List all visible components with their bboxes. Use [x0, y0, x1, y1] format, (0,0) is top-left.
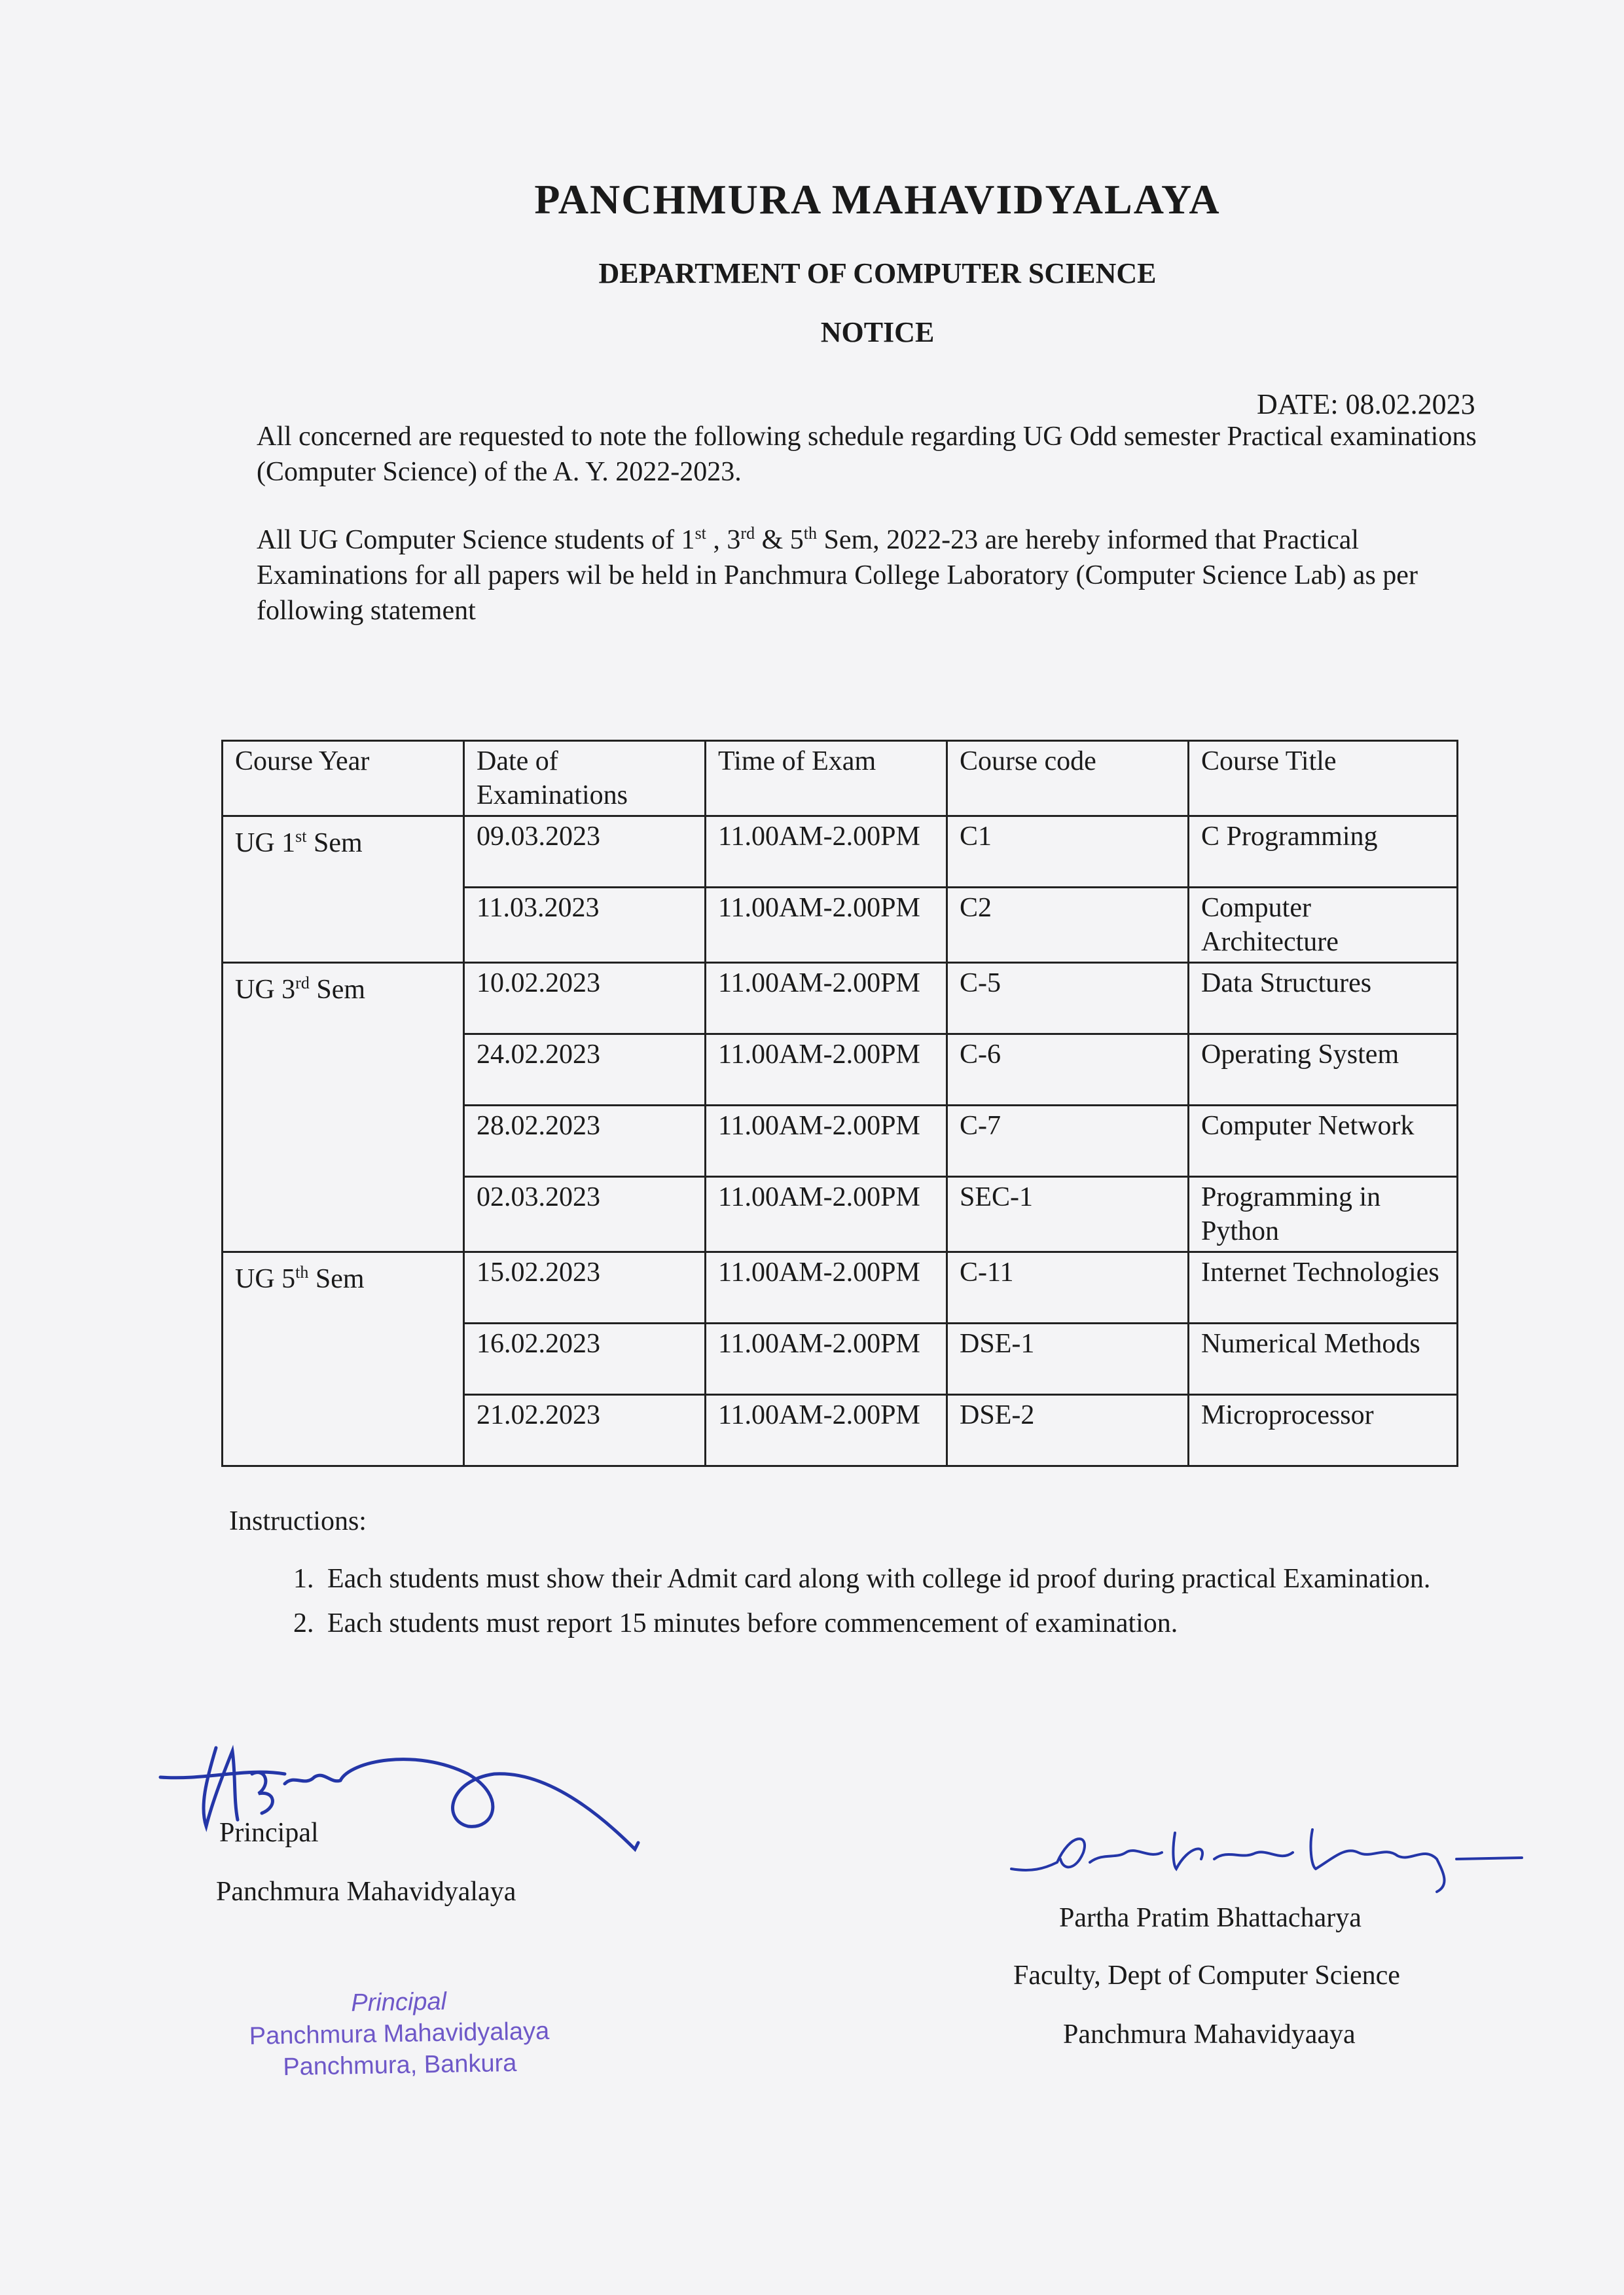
time-cell: 11.00AM-2.00PM [706, 1395, 947, 1466]
title-cell: Internet Technologies [1189, 1252, 1458, 1324]
instruction-item: 1. Each students must show their Admit card along with college id proof during practical Examination. [321, 1561, 1434, 1597]
date-cell: 09.03.2023 [464, 816, 706, 888]
instructions-list [268, 1561, 1434, 1650]
header-course-title: Course Title [1189, 741, 1458, 816]
code-cell: C-7 [947, 1106, 1189, 1177]
code-cell: SEC-1 [947, 1177, 1189, 1252]
table-header-row [223, 741, 1458, 816]
time-cell: 11.00AM-2.00PM [706, 1252, 947, 1324]
principal-college: Panchmura Mahavidyalaya [216, 1877, 516, 1907]
time-cell: 11.00AM-2.00PM [706, 816, 947, 888]
header-time: Time of Exam [706, 741, 947, 816]
date-cell: 24.02.2023 [464, 1034, 706, 1106]
notice-title: NOTICE [820, 316, 935, 348]
code-cell: C-11 [947, 1252, 1189, 1324]
stamp-line: Principal [350, 1987, 447, 2017]
stamp-line: Panchmura, Bankura [282, 2049, 517, 2082]
instructions-title: Instructions: [229, 1506, 367, 1536]
course-year-cell: UG 3rd Sem [223, 963, 464, 1252]
code-cell: C1 [947, 816, 1189, 888]
time-cell: 11.00AM-2.00PM [706, 1034, 947, 1106]
course-year-cell: UG 1st Sem [223, 816, 464, 963]
date-cell: 10.02.2023 [464, 963, 706, 1034]
principal-role: Principal [219, 1818, 319, 1848]
instruction-item: 2. Each students must report 15 minutes before commencement of examination. [321, 1606, 1434, 1641]
college-name: PANCHMURA MAHAVIDYALAYA [534, 176, 1221, 223]
title-cell: Numerical Methods [1189, 1324, 1458, 1395]
code-cell: C2 [947, 888, 1189, 963]
title-cell: Computer Architecture [1189, 888, 1458, 963]
exam-schedule-table [221, 740, 1458, 1467]
title-cell: Data Structures [1189, 963, 1458, 1034]
students-paragraph: All UG Computer Science students of 1st , 3rd & 5th Sem, 2022-23 are hereby informed that Practical Examinations for all papers wil be held in Panchmura College Laboratory (Computer Science Lab) as per following statement [257, 524, 1418, 626]
date-cell: 16.02.2023 [464, 1324, 706, 1395]
time-cell: 11.00AM-2.00PM [706, 1177, 947, 1252]
table-row [223, 1252, 1458, 1324]
code-cell: DSE-1 [947, 1324, 1189, 1395]
faculty-signature [1005, 1807, 1528, 1898]
time-cell: 11.00AM-2.00PM [706, 888, 947, 963]
intro-paragraph: All concerned are requested to note the following schedule regarding UG Odd semester Practical examinations (Computer Science) of the A. Y. 2022-2023. [257, 422, 1477, 487]
table-row [223, 963, 1458, 1034]
date-cell: 15.02.2023 [464, 1252, 706, 1324]
title-cell: C Programming [1189, 816, 1458, 888]
title-cell: Programming in Python [1189, 1177, 1458, 1252]
principal-stamp [222, 1983, 577, 2084]
table-row [223, 816, 1458, 888]
time-cell: 11.00AM-2.00PM [706, 963, 947, 1034]
stamp-line: Panchmura Mahavidyalaya [249, 2017, 550, 2050]
principal-signature [154, 1722, 664, 1872]
department-name: DEPARTMENT OF COMPUTER SCIENCE [598, 257, 1157, 289]
course-year-cell: UG 5th Sem [223, 1252, 464, 1466]
title-cell: Computer Network [1189, 1106, 1458, 1177]
title-cell: Operating System [1189, 1034, 1458, 1106]
time-cell: 11.00AM-2.00PM [706, 1324, 947, 1395]
time-cell: 11.00AM-2.00PM [706, 1106, 947, 1177]
date-cell: 21.02.2023 [464, 1395, 706, 1466]
code-cell: DSE-2 [947, 1395, 1189, 1466]
date-cell: 02.03.2023 [464, 1177, 706, 1252]
code-cell: C-6 [947, 1034, 1189, 1106]
faculty-name: Partha Pratim Bhattacharya [1059, 1903, 1362, 1933]
date-cell: 28.02.2023 [464, 1106, 706, 1177]
header-date: Date of Examinations [464, 741, 706, 816]
faculty-college: Panchmura Mahavidyaaya [1063, 2019, 1356, 2050]
title-cell: Microprocessor [1189, 1395, 1458, 1466]
date-cell: 11.03.2023 [464, 888, 706, 963]
code-cell: C-5 [947, 963, 1189, 1034]
faculty-role: Faculty, Dept of Computer Science [1013, 1961, 1400, 1991]
header-course-code: Course code [947, 741, 1189, 816]
notice-date: DATE: 08.02.2023 [1257, 388, 1475, 420]
header-course-year: Course Year [223, 741, 464, 816]
